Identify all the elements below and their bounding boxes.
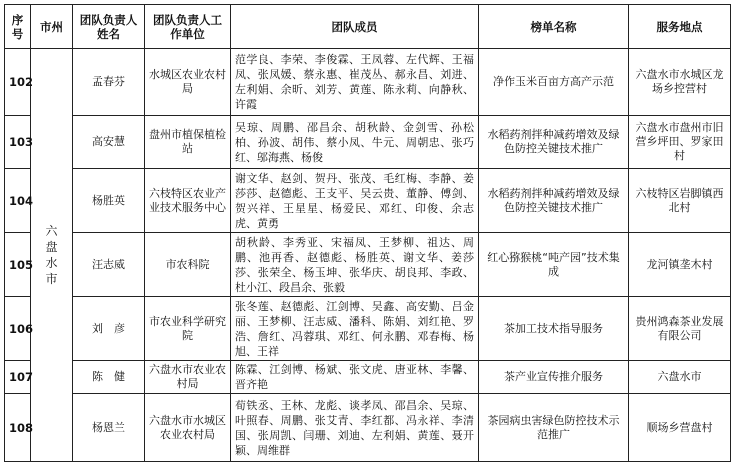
row-leader: 刘 彦 — [73, 297, 145, 361]
row-members: 荀铁丞、王林、龙彪、谈孝凤、邵昌余、吴琼、叶照春、周鹏、张艾青、李红都、冯永祥、李清国、张周凯、闫珊、刘迪、左利娟、黄莲、聂开颖、周维群 — [231, 394, 479, 462]
header-row — [5, 5, 731, 49]
row-unit: 市农科院 — [145, 233, 231, 297]
row-leader: 高安慧 — [73, 116, 145, 169]
row-list-name: 水稻药剂拌种减药增效及绿色防控关键技术推广 — [479, 169, 629, 233]
row-members: 谢文华、赵剑、贺丹、张茂、毛红梅、李静、姜莎莎、赵德彪、王支平、吴云贵、董静、傅剑、贺兴祥、王星星、杨爱民、邓红、印俊、余志虎、黄勇 — [231, 169, 479, 233]
table-row — [5, 361, 731, 394]
header-city: 市州 — [31, 5, 73, 49]
header-list-name: 榜单名称 — [479, 5, 629, 49]
table-row — [5, 116, 731, 169]
header-unit: 团队负责人工作单位 — [145, 5, 231, 49]
header-leader: 团队负责人姓名 — [73, 5, 145, 49]
row-list-name: 水稻药剂拌种减药增效及绿色防控关键技术推广 — [479, 116, 629, 169]
row-list-name: 茶加工技术指导服务 — [479, 297, 629, 361]
row-unit: 水城区农业农村局 — [145, 49, 231, 116]
header-location: 服务地点 — [629, 5, 731, 49]
row-location: 六盘水市 — [629, 361, 731, 394]
row-list-name: 茶园病虫害绿色防控技术示范推广 — [479, 394, 629, 462]
row-seq: 106 — [5, 297, 31, 361]
row-unit: 盘州市植保植检站 — [145, 116, 231, 169]
table-row — [5, 169, 731, 233]
row-members: 范学良、李荣、李俊霖、王凤蓉、左代辉、王福凤、张凤媛、蔡永惠、崔茂丛、郝永昌、刘进、左利娟、余昕、刘芳、黄莲、陈永莉、向静秋、许霞 — [231, 49, 479, 116]
row-members: 胡秋龄、李秀亚、宋福凤、王梦柳、祖达、周鹏、池再香、赵德彪、杨胜英、谢文华、姜莎莎、张荣全、杨玉坤、张华庆、胡良邦、李政、杜小江、段昌余、张毅 — [231, 233, 479, 297]
row-list-name: 净作玉米百亩方高产示范 — [479, 49, 629, 116]
row-members: 张冬莲、赵德彪、江剑博、吴鑫、高安勤、吕金丽、王梦柳、汪志威、潘科、陈娟、刘红艳、罗浩、詹红、冯蓉琪、邓红、何永鹏、邓春梅、杨旭、王祥 — [231, 297, 479, 361]
row-unit: 六盘水市农业农村局 — [145, 361, 231, 394]
row-leader: 杨胜英 — [73, 169, 145, 233]
city-cell — [31, 49, 73, 462]
row-seq: 103 — [5, 116, 31, 169]
row-leader: 陈 健 — [73, 361, 145, 394]
row-leader: 孟春芬 — [73, 49, 145, 116]
table-row — [5, 394, 731, 462]
table-row — [5, 233, 731, 297]
row-unit: 六盘水市水城区农业农村局 — [145, 394, 231, 462]
header-members: 团队成员 — [231, 5, 479, 49]
row-unit: 市农业科学研究院 — [145, 297, 231, 361]
row-seq: 104 — [5, 169, 31, 233]
row-seq: 108 — [5, 394, 31, 462]
row-members: 陈霖、江剑博、杨斌、张文虎、唐亚林、李馨、晋齐艳 — [231, 361, 479, 394]
row-leader: 杨恩兰 — [73, 394, 145, 462]
row-members: 吴琼、周鹏、邵昌余、胡秋龄、金剑雪、孙松柏、孙波、胡伟、蔡小凤、牛元、周朝忠、张巧红、邬海燕、杨俊 — [231, 116, 479, 169]
row-leader: 汪志威 — [73, 233, 145, 297]
row-seq: 105 — [5, 233, 31, 297]
team-table — [4, 4, 731, 462]
row-unit: 六枝特区农业产业技术服务中心 — [145, 169, 231, 233]
table-row — [5, 49, 731, 116]
row-location: 龙河镇垄木村 — [629, 233, 731, 297]
row-list-name: 红心猕猴桃“吨产园”技术集成 — [479, 233, 629, 297]
row-location: 六枝特区岩脚镇西北村 — [629, 169, 731, 233]
table-row — [5, 297, 731, 361]
row-seq: 107 — [5, 361, 31, 394]
row-seq: 102 — [5, 49, 31, 116]
row-location: 六盘水市盘州市旧营乡坪田、罗家田村 — [629, 116, 731, 169]
city-name: 六盘水市 — [45, 224, 58, 286]
row-location: 顺场乡营盘村 — [629, 394, 731, 462]
row-location: 贵州鸿森茶业发展有限公司 — [629, 297, 731, 361]
header-seq: 序号 — [5, 5, 31, 49]
row-location: 六盘水市水城区龙场乡控营村 — [629, 49, 731, 116]
row-list-name: 茶产业宣传推介服务 — [479, 361, 629, 394]
